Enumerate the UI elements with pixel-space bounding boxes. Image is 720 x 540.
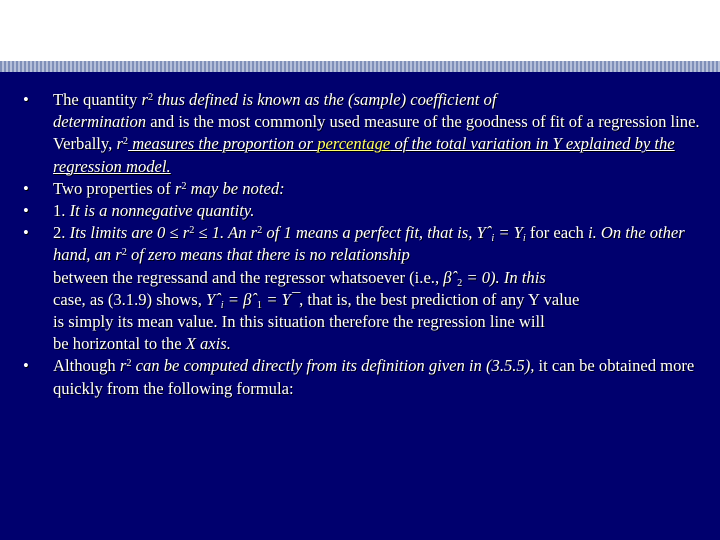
- text-run: r: [141, 90, 148, 109]
- superscript: 2: [122, 136, 129, 148]
- text-run: and is the most commonly used measure of the goodness of fit of a regression line. Verbally,: [53, 112, 700, 154]
- text-run: 2.: [53, 223, 70, 243]
- text-run: It is a nonnegative quantity.: [69, 201, 255, 221]
- text-run: βˆ: [443, 267, 458, 287]
- subscript: 1: [256, 299, 263, 311]
- text-run: determination: [53, 112, 147, 132]
- text-run: r: [182, 223, 190, 243]
- text-run: percentage: [317, 134, 391, 154]
- text-run: r: [116, 134, 123, 154]
- text-run: = βˆ: [223, 289, 257, 309]
- text-run: The quantity: [53, 90, 142, 109]
- bullet-item: [20, 178, 710, 200]
- text-run: of 1 means a perfect fit, that is, Yˆ: [262, 223, 492, 243]
- text-run: is simply its mean value. In this situation therefore the regression line will: [53, 312, 545, 332]
- superscript: 2: [147, 92, 154, 103]
- bullet-list: [20, 89, 710, 400]
- text-run: r: [174, 178, 182, 198]
- superscript: 2: [257, 225, 263, 237]
- text-run: it can be obtained more quickly from the following formula:: [53, 356, 695, 398]
- bullet-item: [20, 222, 710, 355]
- superscript: 2: [121, 247, 127, 259]
- text-run: r: [119, 356, 127, 376]
- text-run: of zero means that there is no relationship: [126, 245, 410, 265]
- subscript: i: [491, 233, 495, 245]
- bullet-item: [20, 355, 710, 399]
- text-run: X axis.: [185, 334, 231, 354]
- text-run: , that is, the best prediction of any Y value: [299, 289, 580, 309]
- text-run: = 0). In this: [462, 267, 546, 287]
- text-run: Two properties of: [53, 178, 175, 198]
- text-run: may be noted:: [186, 178, 285, 198]
- text-run: 1.: [53, 201, 70, 221]
- text-run: case, as (3.1.9) shows,: [53, 289, 206, 309]
- text-run: of the total variation in Y explained by the regression model.: [53, 134, 675, 176]
- superscript: 2: [189, 225, 195, 237]
- text-run: can be computed directly from its definition given in (3.5.5),: [131, 356, 535, 376]
- text-run: Its limits are 0 ≤: [69, 223, 183, 243]
- slide-body: [0, 72, 720, 540]
- subscript: i: [220, 299, 224, 311]
- text-run: = Y: [494, 223, 523, 243]
- text-run: be horizontal to the: [53, 334, 186, 354]
- text-run: measures the proportion or: [128, 134, 318, 154]
- bullet-item: [20, 89, 710, 178]
- bullet-item: [20, 200, 710, 222]
- text-run: i. On the other hand, an: [53, 223, 685, 265]
- text-run: Although: [53, 356, 120, 376]
- text-run: thus defined is known as the (sample) coefficient of: [153, 90, 497, 109]
- text-run: r: [250, 223, 258, 243]
- text-run: r: [115, 245, 122, 265]
- superscript: 2: [181, 180, 187, 192]
- superscript: 2: [126, 358, 132, 370]
- text-run: = Y¯: [262, 289, 300, 309]
- text-run: Yˆ: [206, 289, 221, 309]
- header-divider: [0, 61, 720, 72]
- text-run: for each: [525, 223, 588, 243]
- subscript: i: [522, 233, 526, 245]
- text-run: between the regressand and the regressor whatsoever (i.e.,: [53, 267, 444, 287]
- subscript: 2: [457, 277, 463, 289]
- text-run: ≤ 1. An: [194, 223, 251, 243]
- slide-title-area: [0, 0, 720, 60]
